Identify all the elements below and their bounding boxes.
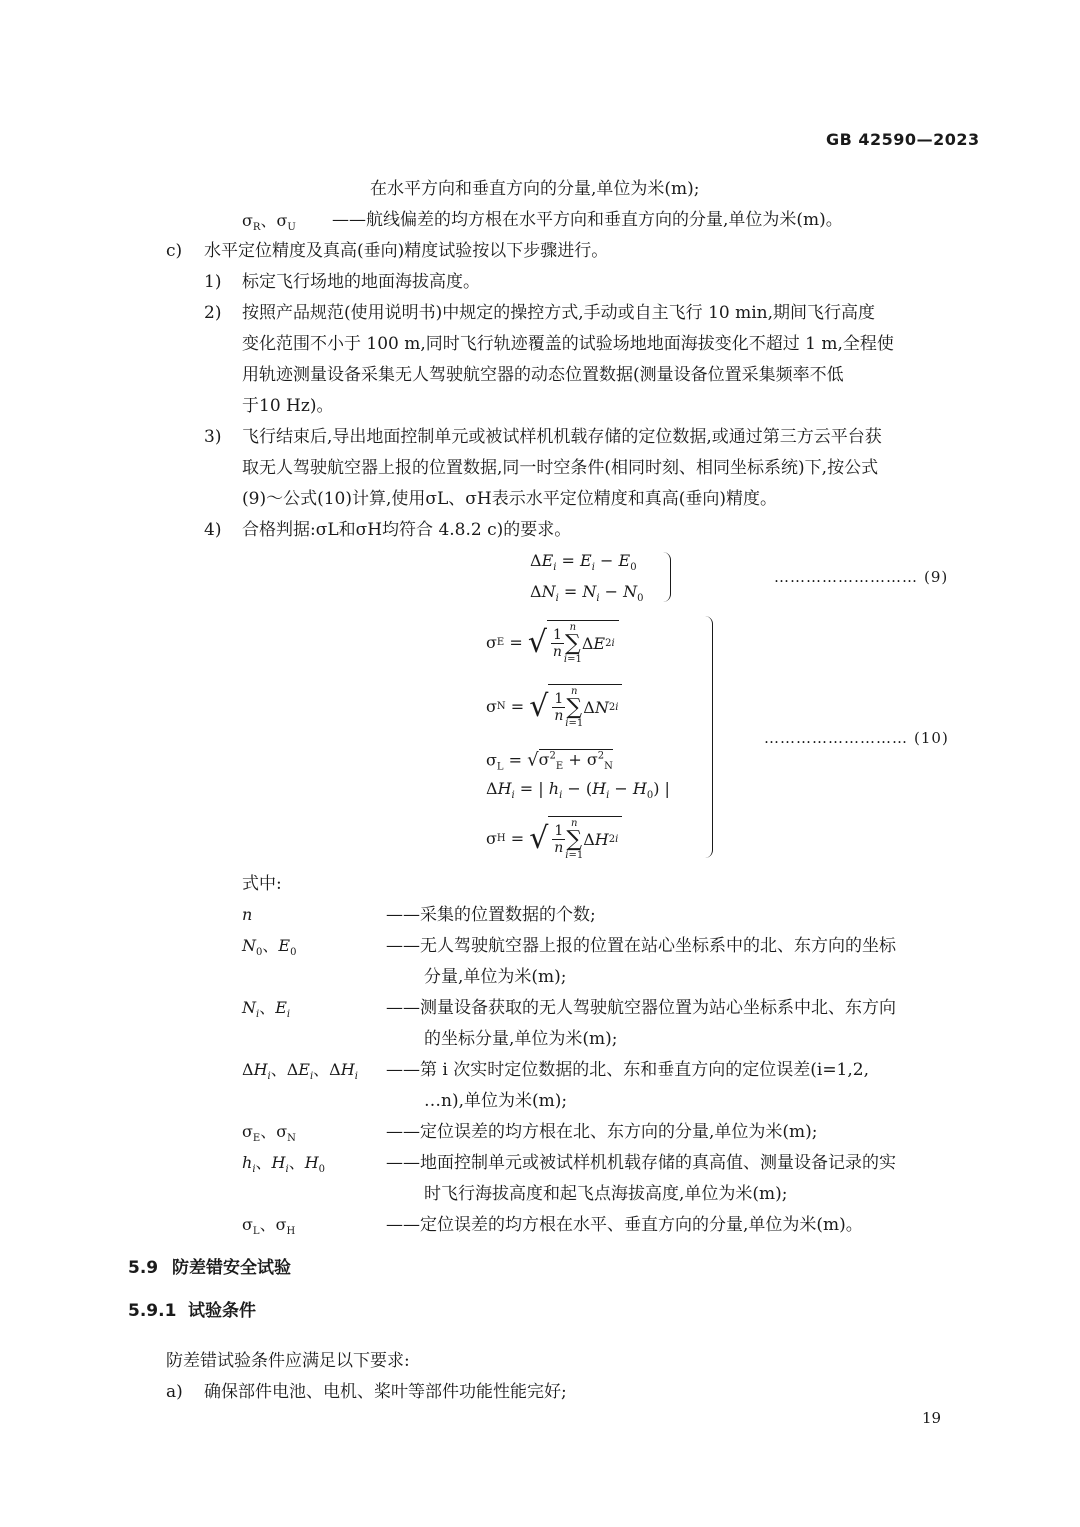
sigma-l-formula: $\sigma_L = √\sigma^2_E + \sigma^2_N$: [486, 749, 613, 773]
symbol-sigma-e-n: $\sigma_E$、$\sigma_N$: [242, 1122, 296, 1145]
equation-10-brace: [704, 616, 713, 858]
step-number: 2): [204, 303, 222, 323]
definition-text: ——定位误差的均方根在水平、垂直方向的分量,单位为米(m)。: [386, 1215, 863, 1235]
step-text: 按照产品规范(使用说明书)中规定的操控方式,手动或自主飞行 10 min,期间飞行高度: [242, 303, 876, 323]
sigma-h-formula: σ H = √ $\frac{1}{n}$ n ∑ i=1 Δ H 2 i: [486, 816, 622, 862]
step-text: 取无人驾驶航空器上报的位置数据,同一时空条件(相同时刻、相同坐标系统)下,按公式: [242, 458, 879, 478]
definition-text: ——无人驾驶航空器上报的位置在站心坐标系中的北、东方向的坐标: [386, 936, 896, 956]
step-text: (9)～公式(10)计算,使用σL、σH表示水平定位精度和真高(垂向)精度。: [242, 489, 777, 509]
subsection-number: 5.9.1: [128, 1301, 177, 1321]
definition-text: …n),单位为米(m);: [424, 1091, 568, 1111]
step-number: 4): [204, 520, 222, 540]
equation-9-line-2: $\Delta N_i = N_i - N_0$: [530, 582, 644, 605]
definition-text: ——采集的位置数据的个数;: [386, 905, 596, 925]
equation-9-number: (9): [924, 568, 949, 586]
step-number: 3): [204, 427, 222, 447]
symbol-sigma-l-h: $\sigma_L$、$\sigma_H$: [242, 1215, 296, 1238]
definition-text: ——第 i 次实时定位数据的北、东和垂直方向的定位误差(i=1,2,: [386, 1060, 869, 1080]
definition-text: 的坐标分量,单位为米(m);: [424, 1029, 618, 1049]
step-text: 于10 Hz)。: [242, 396, 334, 416]
item-a-label: a): [166, 1382, 183, 1402]
sigma-n-formula: σ N = √ $\frac{1}{n}$ n ∑ i=1 Δ N 2 i: [486, 684, 622, 730]
definition-text: ——测量设备获取的无人驾驶航空器位置为站心坐标系中北、东方向: [386, 998, 896, 1018]
equation-9-line-1: $\Delta E_i = E_i - E_0$: [530, 551, 637, 574]
subsection-title: 试验条件: [188, 1301, 256, 1321]
equation-10-leader: ………………………: [764, 729, 908, 747]
where-title: 式中:: [242, 874, 282, 894]
step-text: 用轨迹测量设备采集无人驾驶航空器的动态位置数据(测量设备位置采集频率不低: [242, 365, 844, 385]
sigma-ru-symbol: $\sigma_R$、$\sigma_U$: [242, 211, 296, 234]
equation-10-number: (10): [914, 729, 949, 747]
symbol-n: n: [242, 905, 253, 924]
continuation-line: 在水平方向和垂直方向的分量,单位为米(m);: [370, 179, 700, 199]
definition-text: 分量,单位为米(m);: [424, 967, 567, 987]
step-number: 1): [204, 272, 222, 292]
step-text: 飞行结束后,导出地面控制单元或被试样机机载存储的定位数据,或通过第三方云平台获: [242, 427, 882, 447]
equation-9-brace: [662, 552, 671, 602]
definition-text: ——地面控制单元或被试样机机载存储的真高值、测量设备记录的实: [386, 1153, 896, 1173]
item-c-label: c): [166, 241, 183, 261]
equation-9-leader: ………………………: [774, 568, 918, 586]
step-text: 标定飞行场地的地面海拔高度。: [242, 272, 480, 292]
definition-text: 时飞行海拔高度和起飞点海拔高度,单位为米(m);: [424, 1184, 788, 1204]
item-a-text: 确保部件电池、电机、桨叶等部件功能性能完好;: [204, 1382, 567, 1402]
definition-text: ——定位误差的均方根在北、东方向的分量,单位为米(m);: [386, 1122, 818, 1142]
section-title: 防差错安全试验: [172, 1258, 291, 1278]
page-number: 19: [922, 1409, 942, 1427]
symbol-heights: $h_i$、$H_i$、$H_0$: [242, 1153, 326, 1176]
symbol-n0-e0: $N_0$、$E_0$: [242, 936, 297, 959]
standard-number: GB 42590—2023: [826, 130, 980, 149]
sigma-e-formula: σ E = √ $\frac{1}{n}$ n ∑ i=1 Δ E 2 i: [486, 620, 619, 666]
delta-h-formula: $\Delta H_i$ = | $h_i - (H_i - H_0)$ |: [486, 779, 670, 802]
step-text: 合格判据:σL和σH均符合 4.8.2 c)的要求。: [242, 520, 572, 540]
section-number: 5.9: [128, 1258, 159, 1278]
item-c-text: 水平定位精度及真高(垂向)精度试验按以下步骤进行。: [204, 241, 609, 261]
symbol-delta-errors: $\Delta H_i$、$\Delta E_i$、$\Delta H_i$: [242, 1060, 358, 1083]
step-text: 变化范围不小于 100 m,同时飞行轨迹覆盖的试验场地地面海拔变化不超过 1 m,全程使: [242, 334, 894, 354]
sigma-ru-definition: ——航线偏差的均方根在水平方向和垂直方向的分量,单位为米(m)。: [332, 210, 843, 230]
symbol-ni-ei: $N_i$、$E_i$: [242, 998, 291, 1021]
paragraph: 防差错试验条件应满足以下要求:: [166, 1351, 410, 1371]
